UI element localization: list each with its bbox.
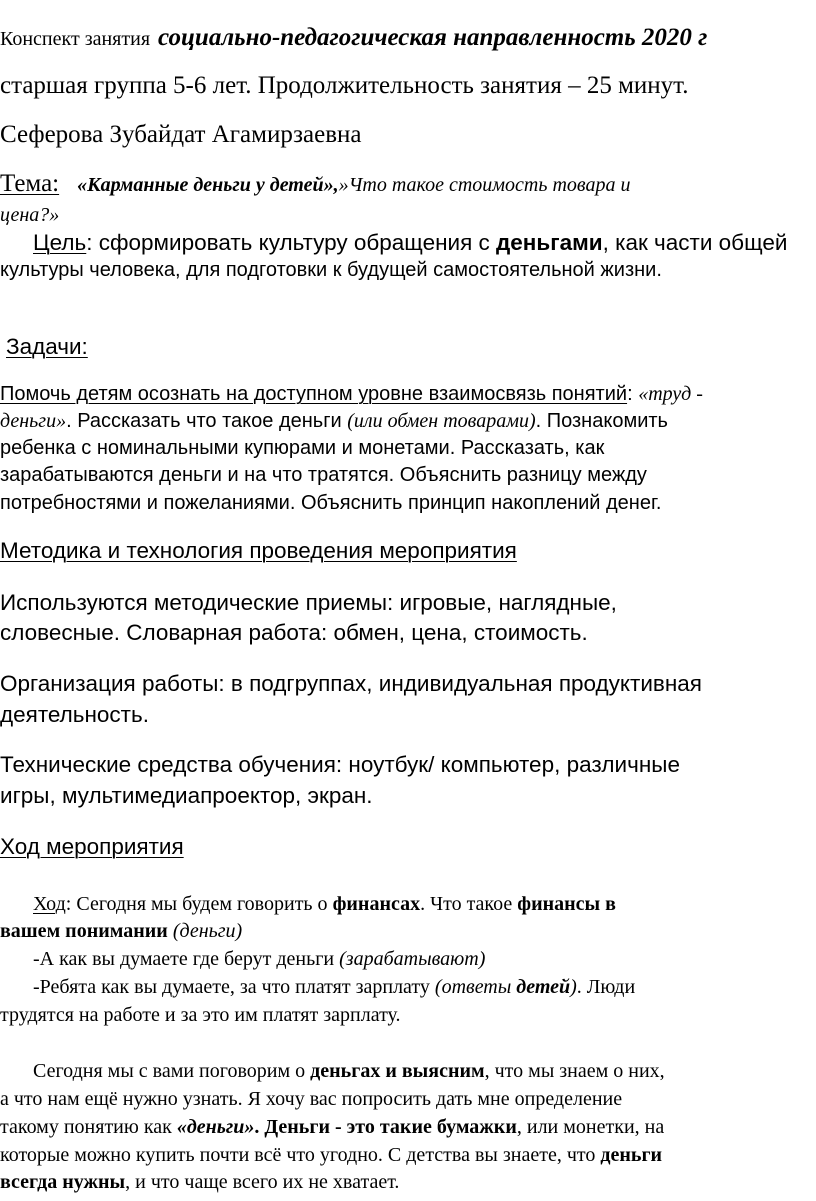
methods-p1-line-1: Используются методические приемы: игровые, наглядные,: [0, 590, 617, 615]
course-p2-line-2: а что нам ещё нужно узнать. Я хочу вас попросить дать мне определение: [0, 1088, 623, 1110]
header-line: [0, 24, 707, 52]
tasks-line-3: ребенка с номинальными купюрами и монетами. Рассказать, как: [0, 437, 605, 459]
group-info: старшая группа 5-6 лет. Продолжительность занятия – 25 минут.: [0, 72, 689, 99]
course-p2-text-1c: , что мы знаем о них,: [484, 1060, 665, 1082]
course-p2-line-5: [0, 1171, 399, 1194]
goal-line-1: [33, 230, 787, 256]
header-direction: социально-педагогическая направленность 2020 г: [158, 24, 708, 51]
methods-p3-line-2: игры, мультимедиапроектор, экран.: [0, 783, 373, 808]
methods-heading: Методика и технология проведения мероприятия: [0, 538, 517, 563]
goal-label: Цель: [33, 230, 87, 255]
tasks-text-2b: . Познакомить: [535, 410, 668, 432]
course-p2-bold-3c: Деньги - это такие бумажки: [264, 1116, 517, 1138]
course-p2-text-4: которые можно купить почти всё что угодно. С детства вы знаете, что: [0, 1144, 601, 1166]
course-p2-bold-5: всегда нужны: [0, 1171, 126, 1193]
author-name: Сеферова Зубайдат Агамирзаевна: [0, 121, 362, 148]
course-text-4b: . Люди: [576, 976, 636, 998]
course-italic-2: (деньги): [167, 920, 243, 942]
course-p2-text-3: такому понятию как: [0, 1116, 177, 1138]
course-p2-bold-3: .: [254, 1116, 265, 1138]
course-p2-text-3d: , или монетки, на: [516, 1116, 665, 1138]
course-p2-text-5: , и что чаще всего их не хватает.: [125, 1171, 400, 1193]
topic-title-part1: «Карманные деньги у детей»,: [77, 174, 339, 196]
tasks-line-2: [0, 410, 668, 433]
course-p2-bold-1: деньгах и выясним: [310, 1060, 485, 1082]
topic-line: [0, 170, 630, 198]
goal-line-2: культуры человека, для подготовки к будущей самостоятельной жизни.: [0, 259, 662, 281]
course-bolditalic-4: детей: [516, 976, 571, 998]
tasks-italic-2: деньги»: [0, 410, 67, 432]
course-text-4: -Ребята как вы думаете, за что платят зарплату: [33, 976, 435, 998]
goal-text: : сформировать культуру обращения с: [86, 230, 497, 255]
tasks-underlined: Помочь детям осознать на доступном уровне взаимосвязь понятий: [0, 383, 628, 405]
tasks-line-4: зарабатываются деньги и на что тратятся. Объяснить разницу между: [0, 464, 647, 486]
tasks-colon: :: [627, 383, 639, 405]
course-text-1c: . Что такое: [420, 893, 518, 915]
course-line-1: [33, 893, 616, 916]
goal-text-end: , как части общей: [602, 230, 788, 255]
course-bold-1d: финансы в: [517, 893, 616, 915]
header-label: Конспект занятия: [0, 28, 151, 50]
course-italic-4b: ): [570, 976, 577, 998]
topic-title-part3: цена?»: [0, 204, 60, 226]
goal-bold: деньгами: [496, 230, 603, 255]
course-line-5: трудятся на работе и за это им платят зарплату.: [0, 1004, 401, 1026]
course-p2-bolditalic-3: «деньги»: [176, 1116, 255, 1138]
course-label: Ход: [33, 893, 66, 915]
tasks-heading: Задачи:: [6, 334, 88, 359]
course-italic-3: (зарабатывают): [339, 948, 486, 970]
course-text-3: -А как вы думаете где берут деньги: [33, 948, 340, 970]
tasks-italic-3: (или обмен товарами): [347, 410, 536, 432]
course-line-3: [33, 948, 485, 971]
tasks-line-5: потребностями и пожеланиями. Объяснить принцип накоплений денег.: [0, 492, 662, 514]
topic-label: Тема:: [0, 170, 60, 197]
course-p2-bold-4: деньги: [600, 1144, 663, 1166]
course-p2-line-4: [0, 1144, 662, 1167]
course-p2-text-1: Сегодня мы с вами поговорим о: [33, 1060, 311, 1082]
topic-title-part2: »Что такое стоимость товара и: [338, 174, 631, 196]
course-bold-2: вашем понимании: [0, 920, 168, 942]
course-line-2: [0, 920, 242, 943]
tasks-line-1: [0, 383, 703, 406]
course-italic-4: (ответы: [434, 976, 517, 998]
course-p2-line-1: [33, 1060, 665, 1083]
course-bold-1: финансах: [332, 893, 421, 915]
methods-p2-line-1: Организация работы: в подгруппах, индивидуальная продуктивная: [0, 671, 702, 696]
course-heading: Ход мероприятия: [0, 834, 184, 859]
methods-p2-line-2: деятельность.: [0, 702, 149, 727]
methods-p3-line-1: Технические средства обучения: ноутбук/ компьютер, различные: [0, 752, 680, 777]
course-p2-line-3: [0, 1116, 664, 1139]
course-text-1: : Сегодня мы будем говорить о: [65, 893, 333, 915]
tasks-text-2: . Рассказать что такое деньги: [66, 410, 348, 432]
course-line-4: [33, 976, 635, 999]
methods-p1-line-2: словесные. Словарная работа: обмен, цена, стоимость.: [0, 620, 588, 645]
tasks-italic-1: «труд -: [638, 383, 703, 405]
